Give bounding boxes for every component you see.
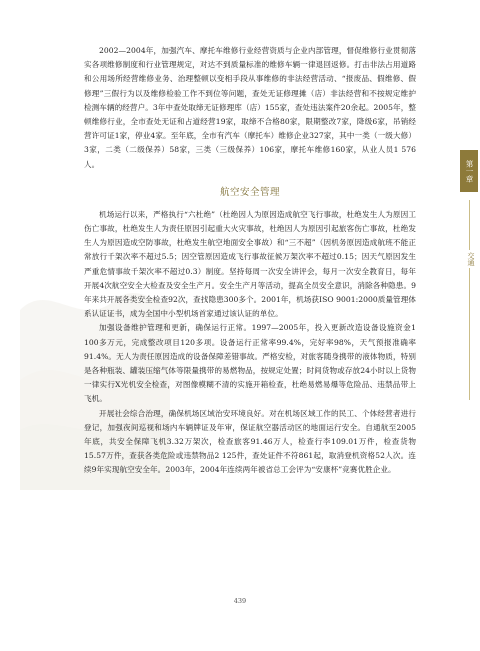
topic-label: 交通 bbox=[462, 250, 476, 268]
paragraph-public-security: 开展社会综合治理，确保机场区域治安环境良好。对在机场区域工作的民工、个体经营者进行登记，加强夜间巡视和场内车辆牌证及年审，保证航空器活动区的地面运行安全。自通航至2005年底，共安全保障飞机3.32万架次，检查旅客91.46万人，检查行李109.01万件，检查货物15.57万件，查获各类危险或违禁物品2 125件，查处证件不符861起，取消登机资格52人次。连续9年实现航空安全年。2003年，2004年连续两年被省总工会评为“安康杯”竞赛优胜企业。 bbox=[84, 408, 416, 475]
page-number: 439 bbox=[233, 597, 247, 605]
section-title-aviation-safety: 航空安全管理 bbox=[219, 186, 280, 198]
paragraph-equipment-maintenance: 加强设备维护管理和更新，确保运行正常。1997—2005年，投入更新改造设备设施资金1 100多万元，完成整改项目120多项。设备运行正常率99.4%，完好率98%，天气预报准确率91.4%。无人为责任原因造成的设备保障差错事故。严格安检，对旅客随身携带的液体物质，特别是各种瓶装、罐装压缩气体等限量携带的易燃物品，按规定处置；时间货物或存放24小时以上货物一律实行X光机安全检查，对图像模糊不清的实施开箱检查，杜绝易燃易爆等危险品、违禁品带上飞机。 bbox=[84, 323, 416, 404]
chapter-side-tab bbox=[454, 150, 480, 440]
side-tab-divider bbox=[469, 200, 470, 400]
paragraph-vehicle-repair: 2002—2004年，加强汽车、摩托车维修行业经营资质与企业内部管理，督促维修行业贯彻落实各项维修制度和行业管理规定，对达不到质量标准的维修车辆一律退回返修。打击非法占用道路和公用场所经营维修业务、治理整顿以变相手段从事维修的非法经营活动、“报废品、假维修、假修理”三假行为以及维修检验工作不到位等问题，查处无证修理摊（店）非法经营和不按规定维护检测车辆的经营户。3年中查处取缔无证修理库（店）155家，查处违法案件20余起。2005年，整顿维修行业，全市查处无证和占道经营19家，取缔不合格80家，限期整改7家，降级6家，吊销经营许可证1家，停业4家。至年底，全市有汽车（摩托车）维修企业327家，其中一类（一级大修）3家，二类（二级保养）58家，三类（三级保养）106家，摩托车维修160家，从业人员1 576人。 bbox=[84, 46, 416, 169]
body-text bbox=[84, 44, 416, 478]
chapter-label: 第一章 bbox=[460, 150, 478, 192]
paragraph-aviation-rules: 机场运行以来，严格执行“六杜绝”（杜绝因人为原因造成航空飞行事故，杜绝发生人为原因工伤亡事故，杜绝发生人为责任原因引起重大火灾事故，杜绝因人为原因引起旅客伤亡事故，杜绝发生人为原因造成空防事故，杜绝发生航空地面安全事故）和“三不超”（因机务原因造成航班不能正常放行千架次率不超过5.5；因空管原因造成飞行事故征候万架次率不超过0.15；因天气原因发生严重危情事故千架次率不超过0.3）制度。坚持每周一次安全讲评会，每月一次安全教育日，每年开展4次航空安全大检查及安全生产月。安全生产月等活动，提高全员安全意识，消除各种隐患。9年来共开展各类安全检查92次，查找隐患300多个。2001年，机场获ISO 9001:2000质量管理体系认证证书，成为全国中小型机场首家通过该认证的单位。 bbox=[84, 209, 416, 319]
